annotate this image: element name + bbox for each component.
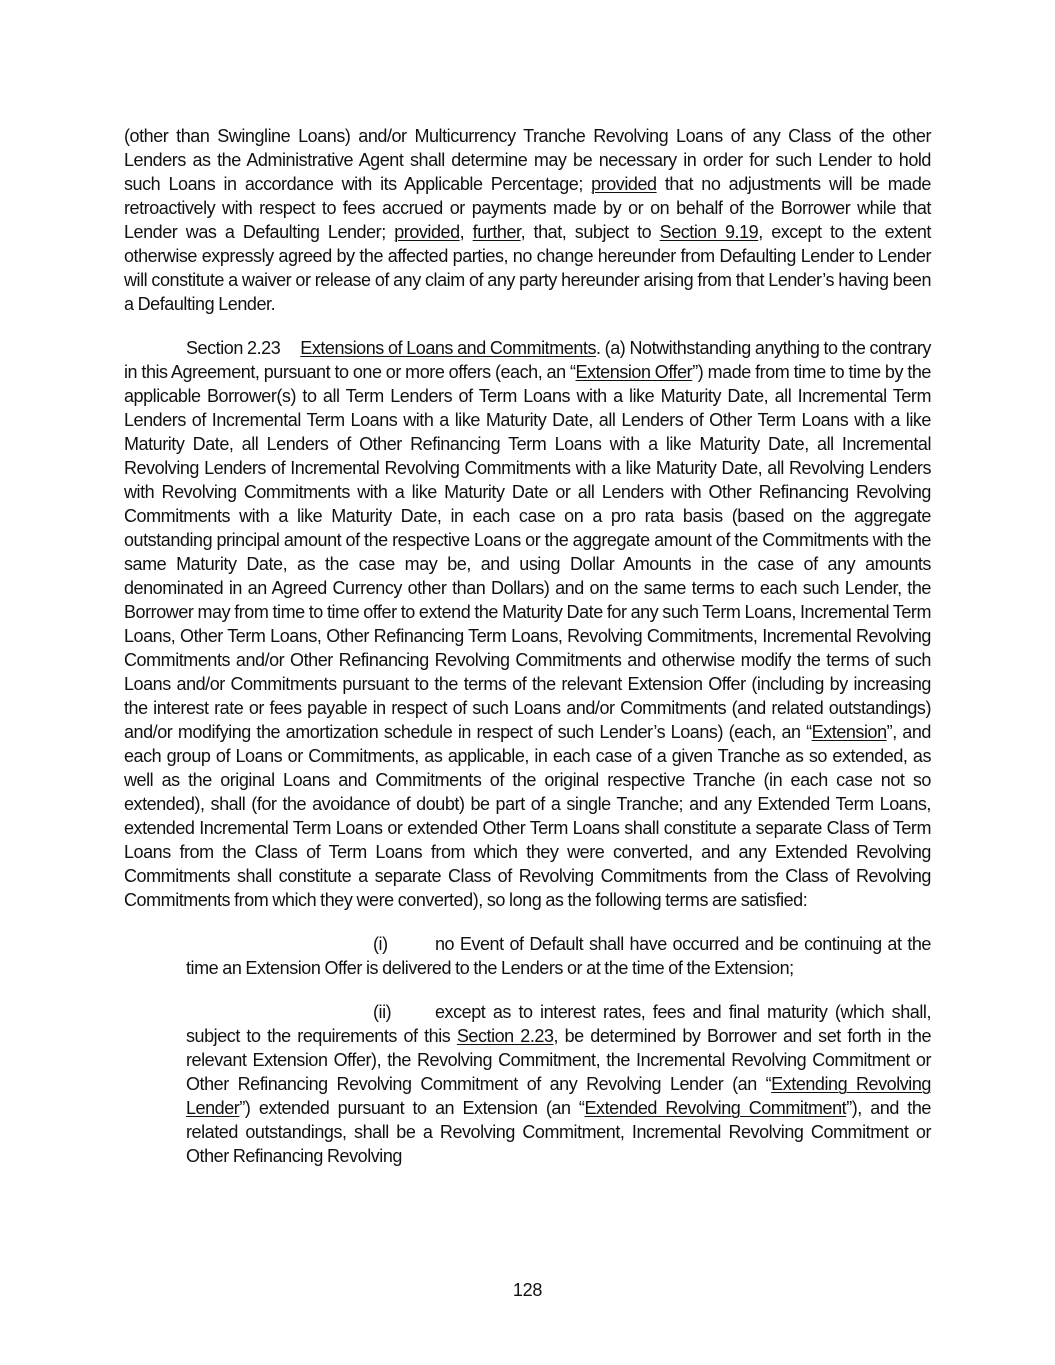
document-page [124,124,931,1168]
defined-term-extended-revolving-commitment: Extended Revolving Commitment [584,1098,847,1118]
section-heading: Extensions of Loans and Commitments [300,338,596,358]
defined-term-extension: Extension [811,722,887,742]
defined-term-provided: provided [394,222,460,242]
defined-term-extending-revolving-lender: Extending Revolving Lender [186,1074,931,1118]
section-number: Section 2.23 [186,338,281,358]
defined-term-provided: provided [591,174,657,194]
clause-ii: (ii) except as to interest rates, fees and final maturity (which shall, subject to the requirements of this Section 2.23, be determined by Borrower and set forth in the relevant Extension Offer), the Revolving Commitment, the Incremental Revolving Commitment or Other Refinancing Revolving Commitment of any Revolving Lender (an “Extending Revolving Lender”) extended pursuant to an Extension (an “Extended Revolving Commitment”), and the related outstandings, shall be a Revolving Commitment, Incremental Revolving Commitment or Other Refinancing Revolving [186,1002,931,1166]
clause-i: (i) no Event of Default shall have occurred and be continuing at the time an Extension Offer is delivered to the Lenders or at the time of the Extension; [186,934,931,978]
clause-label: (i) [373,934,388,954]
paragraph-defaulting-lender: (other than Swingline Loans) and/or Multicurrency Tranche Revolving Loans of any Class of the other Lenders as the Administrative Agent shall determine may be necessary in order for such Lender to hold such Loans in accordance with its Applicable Percentage; provided that no adjustments will be made retroactively with respect to fees accrued or payments made by or on behalf of the Borrower while that Lender was a Defaulting Lender; provided, further, that, subject to Section 9.19, except to the extent otherwise expressly agreed by the affected parties, no change hereunder from Defaulting Lender to Lender will constitute a waiver or release of any claim of any party hereunder arising from that Lender’s having been a Defaulting Lender. [124,126,931,314]
cross-reference-section-2-23: Section 2.23 [456,1026,554,1046]
defined-term-extension-offer: Extension Offer [575,362,693,382]
cross-reference-section-9-19: Section 9.19 [659,222,759,242]
section-2-23-paragraph: Section 2.23 Extensions of Loans and Commitments. (a) Notwithstanding anything to the contrary in this Agreement, pursuant to one or more offers (each, an “Extension Offer”) made from time to time by the applicable Borrower(s) to all Term Lenders of Term Loans with a like Maturity Date, all Incremental Term Lenders of Incremental Term Loans with a like Maturity Date, all Lenders of Other Term Loans with a like Maturity Date, all Lenders of Other Refinancing Term Loans with a like Maturity Date, all Incremental Revolving Lenders of Incremental Revolving Commitments with a like Maturity Date, all Revolving Lenders with Revolving Commitments with a like Maturity Date or all Lenders with Other Refinancing Revolving Commitments with a like Maturity Date, in each case on a pro rata basis (based on the aggregate outstanding principal amount of the respective Loans or the aggregate amount of the Commitments with the same Maturity Date, as the case may be, and using Dollar Amounts in the case of any amounts denominated in an Agreed Currency other than Dollars) and on the same terms to each such Lender, the Borrower may from time to time offer to extend the Maturity Date for any such Term Loans, Incremental Term Loans, Other Term Loans, Other Refinancing Term Loans, Revolving Commitments, Incremental Revolving Commitments and/or Other Refinancing Revolving Commitments and otherwise modify the terms of such Loans and/or Commitments pursuant to the terms of the relevant Extension Offer (including by increasing the interest rate or fees payable in respect of such Loans and/or Commitments (and related outstandings) and/or modifying the amortization schedule in respect of such Lender’s Loans) (each, an “Extension”, and each group of Loans or Commitments, as applicable, in each case of a given Tranche as so extended, as well as the original Loans and Commitments of the original respective Tranche (in each case not so extended), shall (for the avoidance of doubt) be part of a single Tranche; and any Extended Term Loans, extended Incremental Term Loans or extended Other Term Loans shall constitute a separate Class of Term Loans from the Class of Term Loans from which they were converted, and any Extended Revolving Commitments shall constitute a separate Class of Revolving Commitments from the Class of Revolving Commitments from which they were converted), so long as the following terms are satisfied: [124,338,931,910]
defined-term-further: further [472,222,521,242]
clause-label: (ii) [373,1002,392,1022]
page-number: 128 [512,1280,543,1300]
